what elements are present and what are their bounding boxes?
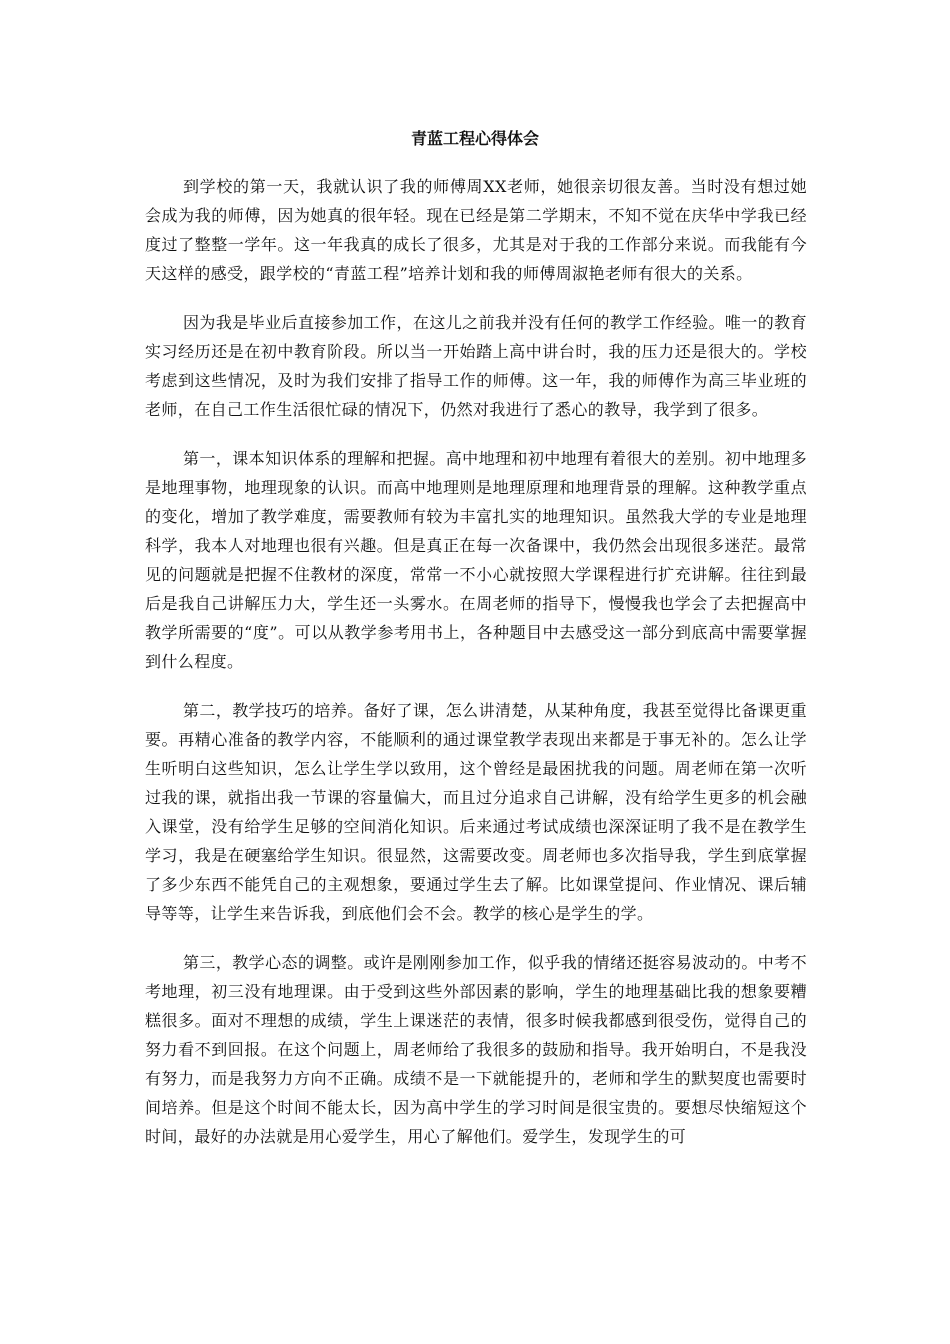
paragraph-point-one: 第一，课本知识体系的理解和把握。高中地理和初中地理有着很大的差别。初中地理多是地理事物，地理现象的认识。而高中地理则是地理原理和地理背景的理解。这种教学重点的变化，增加了教学难度，需要教师有较为丰富扎实的地理知识。虽然我大学的专业是地理科学，我本人对地理也很有兴趣。但是真正在每一次备课中，我仍然会出现很多迷茫。最常见的问题就是把握不住教材的深度，常常一不小心就按照大学课程进行扩充讲解。往往到最后是我自己讲解压力大，学生还一头雾水。在周老师的指导下，慢慢我也学会了去把握高中教学所需要的“度”。可以从教学参考用书上，各种题目中去感受这一部分到底高中需要掌握到什么程度。 bbox=[145, 449, 807, 671]
document-title: 青蓝工程心得体会 bbox=[410, 129, 539, 148]
paragraph-intro: 到学校的第一天，我就认识了我的师傅周XX老师，她很亲切很友善。当时没有想过她会成为我的师傅，因为她真的很年轻。现在已经是第二学期末，不知不觉在庆华中学我已经度过了整整一学年。这一年我真的成长了很多，尤其是对于我的工作部分来说。而我能有今天这样的感受，跟学校的“青蓝工程”培养计划和我的师傅周淑艳老师有很大的关系。 bbox=[145, 177, 807, 283]
paragraph-background: 因为我是毕业后直接参加工作，在这儿之前我并没有任何的教学工作经验。唯一的教育实习经历还是在初中教育阶段。所以当一开始踏上高中讲台时，我的压力还是很大的。学校考虑到这些情况，及时为我们安排了指导工作的师傅。这一年，我的师傅作为高三毕业班的老师，在自己工作生活很忙碌的情况下，仍然对我进行了悉心的教导，我学到了很多。 bbox=[145, 313, 807, 419]
paragraph-point-three: 第三，教学心态的调整。或许是刚刚参加工作，似乎我的情绪还挺容易波动的。中考不考地理，初三没有地理课。由于受到这些外部因素的影响，学生的地理基础比我的想象要糟糕很多。面对不理想的成绩，学生上课迷茫的表情，很多时候我都感到很受伤，觉得自己的努力看不到回报。在这个问题上，周老师给了我很多的鼓励和指导。我开始明白，不是我没有努力，而是我努力方向不正确。成绩不是一下就能提升的，老师和学生的默契度也需要时间培养。但是这个时间不能太长，因为高中学生的学习时间是很宝贵的。要想尽快缩短这个时间，最好的办法就是用心爱学生，用心了解他们。爱学生，发现学生的可 bbox=[145, 953, 807, 1146]
document-body bbox=[145, 172, 807, 1171]
paragraph-point-two: 第二，教学技巧的培养。备好了课，怎么讲清楚，从某种角度，我甚至觉得比备课更重要。再精心准备的教学内容，不能顺利的通过课堂教学表现出来都是于事无补的。怎么让学生听明白这些知识，怎么让学生学以致用，这个曾经是最困扰我的问题。周老师在第一次听过我的课，就指出我一节课的容量偏大，而且过分追求自己讲解，没有给学生更多的机会融入课堂，没有给学生足够的空间消化知识。后来通过考试成绩也深深证明了我不是在教学生学习，我是在硬塞给学生知识。很显然，这需要改变。周老师也多次指导我，学生到底掌握了多少东西不能凭自己的主观想象，要通过学生去了解。比如课堂提问、作业情况、课后辅导等等，让学生来告诉我，到底他们会不会。教学的核心是学生的学。 bbox=[145, 701, 807, 923]
